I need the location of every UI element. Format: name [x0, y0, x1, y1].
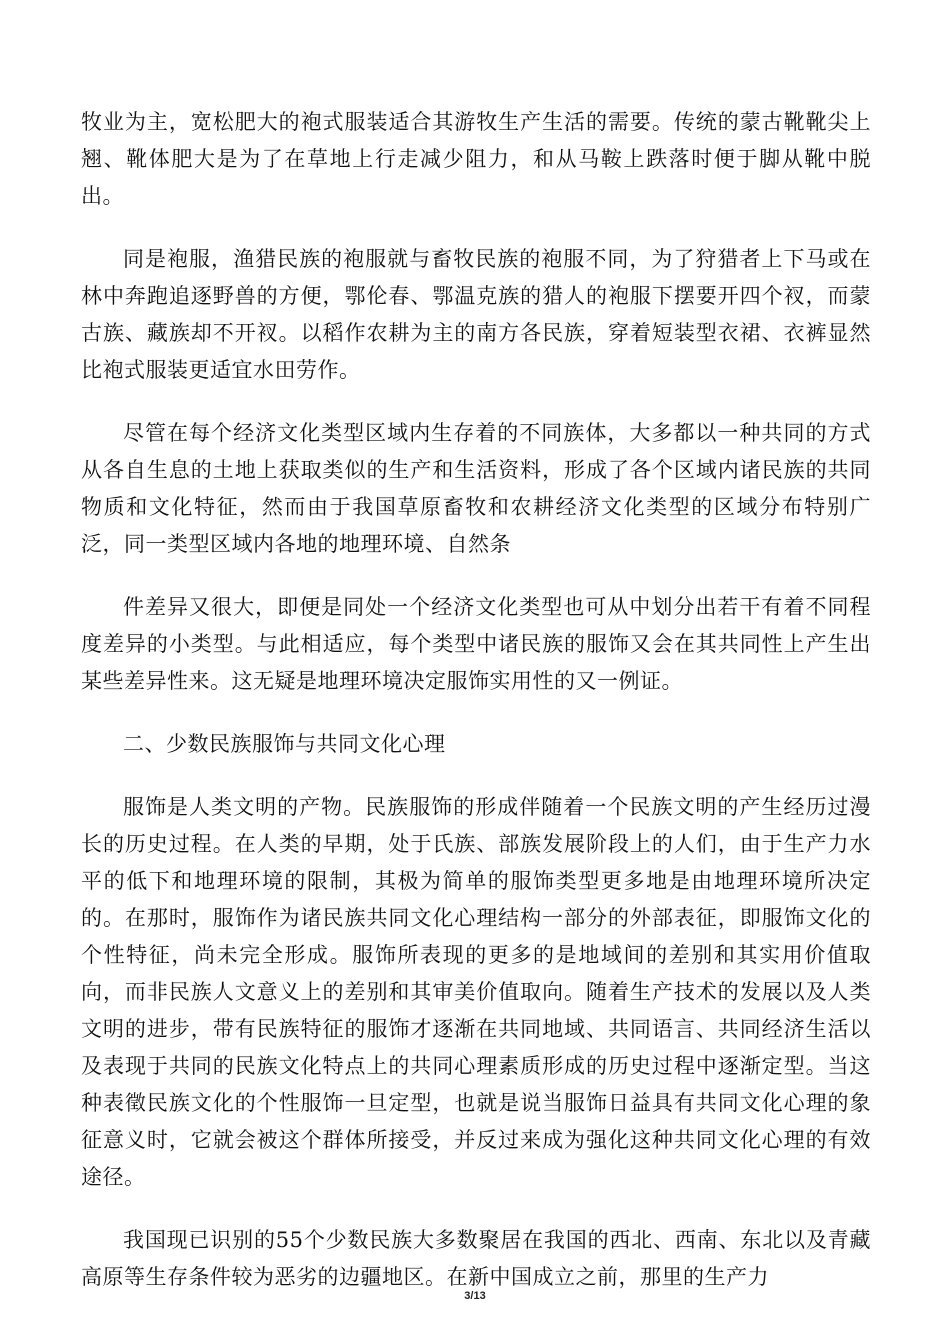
paragraph-clothing-civilization: 服饰是人类文明的产物。民族服饰的形成伴随着一个民族文明的产生经历过漫长的历史过程。在人类的早期，处于氏族、部族发展阶段上的人们，由于生产力水平的低下和地理环境的限制，其极为简单的服饰类型更多地是由地理环境所决定的。在那时，服饰作为诸民族共同文化心理结构一部分的外部表征，即服饰文化的个性特征，尚未完全形成。服饰所表现的更多的是地域间的差别和其实用价值取向，而非民族人文意义上的差别和其审美价值取向。随着生产技术的发展以及人类文明的进步，带有民族特征的服饰才逐渐在共同地域、共同语言、共同经济生活以及表现于共同的民族文化特点上的共同心理素质形成的历史过程中逐渐定型。当这种表徵民族文化的个性服饰一旦定型，也就是说当服饰日益具有共同文化心理的象征意义时，它就会被这个群体所接受，并反过来成为强化这种共同文化心理的有效途径。 [81, 795, 871, 1189]
section-heading: 二、少数民族服饰与共同文化心理 [123, 732, 446, 756]
page-number: 3/13 [464, 1290, 486, 1302]
paragraph-economic-cultural-types: 尽管在每个经济文化类型区域内生存着的不同族体，大多都以一种共同的方式从各自生息的土地上获取类似的生产和生活资料，形成了各个区域内诸民族的共同物质和文化特征，然而由于我国草原畜牧和农耕经济文化类型的区域分布特别广泛，同一类型区域内各地的地理环境、自然条 [81, 421, 871, 556]
body-text [81, 104, 871, 1322]
paragraph-subtypes: 件差异又很大，即便是同处一个经济文化类型也可从中划分出若干有着不同程度差异的小类型。与此相适应，每个类型中诸民族的服饰又会在其共同性上产生出某些差异性来。这无疑是地理环境决定服饰实用性的又一例证。 [81, 595, 871, 693]
paragraph-ethnic-minorities: 我国现已识别的55个少数民族大多数聚居在我国的西北、西南、东北以及青藏高原等生存条件较为恶劣的边疆地区。在新中国成立之前，那里的生产力 [81, 1228, 871, 1289]
paragraph-continued: 牧业为主，宽松肥大的袍式服装适合其游牧生产生活的需要。传统的蒙古靴靴尖上翘、靴体肥大是为了在草地上行走减少阻力，和从马鞍上跌落时便于脚从靴中脱出。 [81, 110, 871, 208]
paragraph-robe-comparison: 同是袍服，渔猎民族的袍服就与畜牧民族的袍服不同，为了狩猎者上下马或在林中奔跑追逐野兽的方便，鄂伦春、鄂温克族的猎人的袍服下摆要开四个衩，而蒙古族、藏族却不开衩。以稻作农耕为主的南方各民族，穿着短装型衣裙、衣裤显然比袍式服装更适宜水田劳作。 [81, 247, 871, 382]
